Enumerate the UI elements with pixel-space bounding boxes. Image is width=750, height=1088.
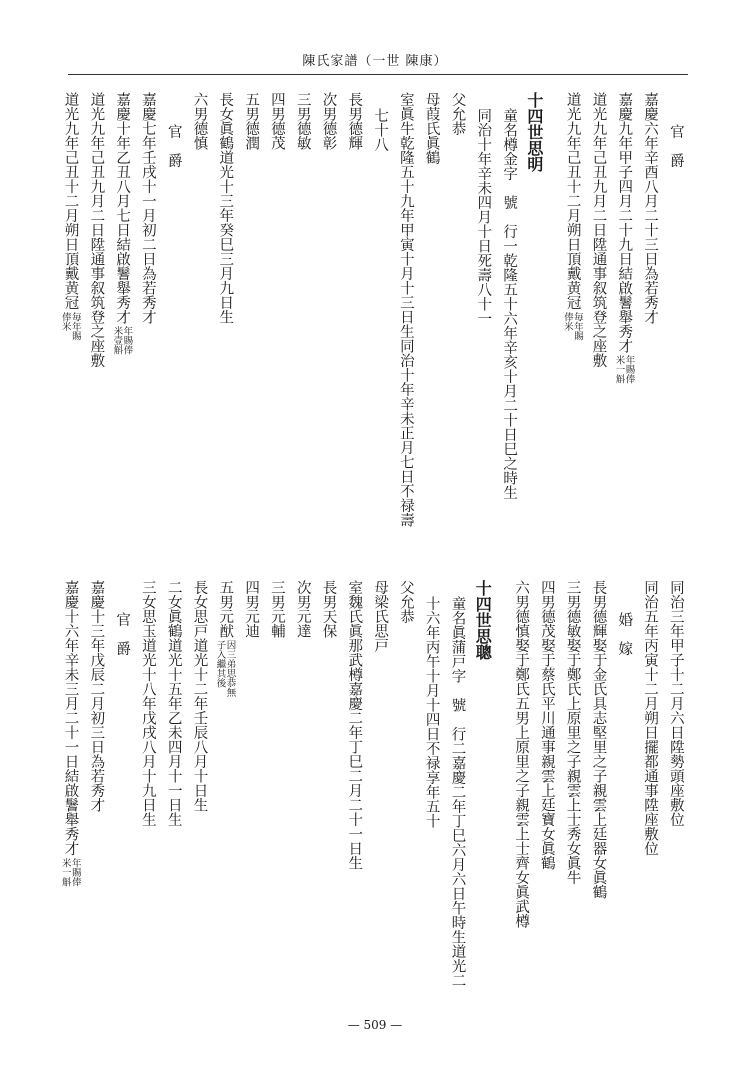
- interlinear-note: [60, 312, 80, 341]
- text-column: [611, 580, 637, 870]
- text-column: [636, 580, 662, 870]
- column-text: 道光九年己丑十二月朔日頂戴黄冠: [62, 92, 79, 310]
- column-text: 長女眞鶴道光十三年癸巳三月九日生: [217, 92, 234, 324]
- text-column: [585, 92, 611, 532]
- text-column: [366, 580, 392, 870]
- column-text: 官 爵: [114, 612, 131, 656]
- column-gap: [495, 580, 507, 870]
- text-column: [134, 92, 160, 532]
- column-text: 嘉慶十三年戊辰二月初三日為若秀才: [88, 580, 105, 812]
- column-text: 室魏氏眞那武樽嘉慶二年丁巳二月二十一日生: [346, 580, 363, 870]
- column-text: 五男德潤: [243, 92, 260, 150]
- column-text: 六男德慎: [191, 92, 208, 150]
- column-text: 二女眞鶴道光十五年乙未四月十一日生: [165, 580, 182, 827]
- text-column: [636, 92, 662, 532]
- column-text: 次男元達: [294, 580, 311, 638]
- text-column: [108, 580, 134, 870]
- note-line: 米壹斛: [111, 326, 123, 355]
- text-column: [289, 92, 315, 532]
- text-column: [559, 92, 585, 532]
- column-text: 嘉慶七年壬戌十一月初二日為若秀才: [139, 92, 156, 324]
- text-column: [212, 580, 238, 870]
- column-text: 次男德彰: [320, 92, 337, 150]
- column-text: 嘉慶十年乙丑八月七日結啟鬐舉秀才: [114, 92, 131, 324]
- column-text: 父允恭: [397, 580, 414, 624]
- text-column: [186, 92, 212, 532]
- text-column: [559, 580, 585, 885]
- generation-heading: [470, 580, 496, 870]
- note-line: 年賜俸: [623, 355, 635, 384]
- column-text: 七十八: [372, 108, 389, 152]
- interlinear-note: [60, 858, 80, 887]
- column-text: 十四世思聰: [473, 580, 493, 660]
- text-column: [341, 580, 367, 870]
- column-text: 嘉慶九年甲子四月二十九日結啟鬐舉秀才: [616, 92, 633, 353]
- text-column: [237, 580, 263, 870]
- text-column: [341, 92, 367, 532]
- column-text: 長男德輝娶于金氏具志堅里之子親雲上廷器女眞鶴: [590, 580, 607, 899]
- text-column: [444, 580, 470, 988]
- running-header: 陳氏家譜（一世 陳康）: [302, 54, 448, 69]
- text-column: [83, 580, 109, 870]
- interlinear-note: [111, 326, 131, 355]
- page-number: — 509 —: [347, 1018, 403, 1032]
- column-text: 官 爵: [667, 124, 684, 168]
- text-column: [160, 92, 186, 532]
- column-text: 室眞牛乾隆五十九年甲寅十月十三日生同治十年辛未正月七日不禄壽: [397, 92, 414, 527]
- column-text: 六男德慎娶于鄭氏五男上原里之子親雲上士齊女眞武樽: [513, 580, 530, 928]
- text-column: [392, 92, 418, 532]
- column-text: 五男元猷: [217, 580, 234, 638]
- note-line: 俸米: [59, 311, 71, 331]
- top-text-block: [59, 92, 688, 532]
- text-column: [263, 580, 289, 870]
- text-column: [392, 580, 418, 870]
- note-line: 因三弟思恭無: [224, 640, 236, 697]
- column-text: 嘉慶十六年辛未三月二十一日結啟鬐舉秀才: [62, 580, 79, 856]
- note-line: 年賜俸: [121, 326, 133, 355]
- note-line: 毎年賜: [571, 311, 583, 340]
- text-column: [57, 580, 83, 886]
- text-column: [470, 92, 496, 532]
- column-text: 官 爵: [165, 124, 182, 168]
- note-line: 子入繼其後: [214, 640, 226, 688]
- column-text: 四男元迪: [243, 580, 260, 638]
- interlinear-note: [614, 355, 634, 384]
- text-column: [315, 580, 341, 870]
- column-text: 三女思玉道光十八年戊戌八月十九日生: [139, 580, 156, 827]
- column-text: 三男元輔: [268, 580, 285, 638]
- header-rule: [68, 74, 688, 75]
- text-column: [366, 92, 392, 532]
- text-column: [83, 92, 109, 532]
- column-text: 十六年丙午十月十四日不禄享年五十: [423, 596, 440, 828]
- column-text: 同治三年甲子十二月六日陞勢頭座敷位: [667, 580, 684, 827]
- text-column: [57, 92, 83, 532]
- bottom-text-block: [59, 580, 688, 988]
- text-column: [212, 92, 238, 532]
- note-line: 年賜俸: [69, 857, 81, 886]
- column-text: 同治五年丙寅十二月朔日擺都通事陞座敷位: [642, 580, 659, 856]
- generation-heading: [521, 92, 547, 532]
- column-text: 母梁氏思戸: [372, 580, 389, 653]
- text-column: [585, 580, 611, 899]
- column-text: 父允恭: [449, 92, 466, 136]
- column-text: 母葭氏眞鶴: [423, 92, 440, 165]
- text-column: [662, 580, 688, 870]
- text-column: [289, 580, 315, 870]
- text-column: [495, 92, 521, 532]
- column-text: 四男德茂: [268, 92, 285, 150]
- column-text: 十四世思明: [524, 92, 544, 172]
- column-text: 長女思戸道光十二年壬辰八月十日生: [191, 580, 208, 812]
- column-text: 三男德敏娶于鄭氏上原里之子親雲上士秀女眞牛: [564, 580, 581, 885]
- text-column: [186, 580, 212, 870]
- column-text: 婚 嫁: [616, 612, 633, 656]
- column-text: 四男德茂娶于蔡氏平川通事親雲上廷寶女眞鶴: [538, 580, 555, 870]
- text-column: [263, 92, 289, 532]
- interlinear-note: [562, 312, 582, 341]
- text-column: [237, 92, 263, 532]
- note-line: 俸米: [561, 311, 573, 331]
- note-line: 米一斛: [59, 857, 71, 886]
- column-text: 長男天保: [320, 580, 337, 638]
- text-column: [134, 580, 160, 870]
- column-text: 道光九年己丑九月二日陞通事叙筑登之座敷: [88, 92, 105, 368]
- column-text: 三男德敏: [294, 92, 311, 150]
- column-text: 道光九年己丑十二月朔日頂戴黄冠: [564, 92, 581, 310]
- text-column: [662, 92, 688, 532]
- note-line: 米一斛: [613, 355, 625, 384]
- column-text: 長男德輝: [346, 92, 363, 150]
- column-text: 嘉慶六年辛酉八月二十三日為若秀才: [642, 92, 659, 324]
- text-column: [160, 580, 186, 870]
- column-text: 同治十年辛未四月十日死壽八十一: [475, 108, 492, 326]
- text-column: [533, 580, 559, 870]
- text-column: [418, 580, 444, 870]
- note-line: 毎年賜: [69, 311, 81, 340]
- bottom-columns: [59, 580, 688, 988]
- top-columns: [59, 92, 688, 532]
- text-column: [418, 92, 444, 532]
- column-text: 道光九年己丑九月二日陞通事叙筑登之座敷: [590, 92, 607, 368]
- column-text: 童名眞蒲戸字 號 行二嘉慶二年丁巳六月六日午時生道光二: [449, 596, 466, 988]
- text-column: [507, 580, 533, 928]
- text-column: [444, 92, 470, 532]
- interlinear-note: [215, 640, 235, 697]
- text-column: [315, 92, 341, 532]
- column-text: 童名樽金字 號 行一乾隆五十六年辛亥十月二十日巳之時生: [501, 108, 518, 500]
- column-gap: [547, 92, 559, 532]
- text-column: [108, 92, 134, 532]
- text-column: [611, 92, 637, 532]
